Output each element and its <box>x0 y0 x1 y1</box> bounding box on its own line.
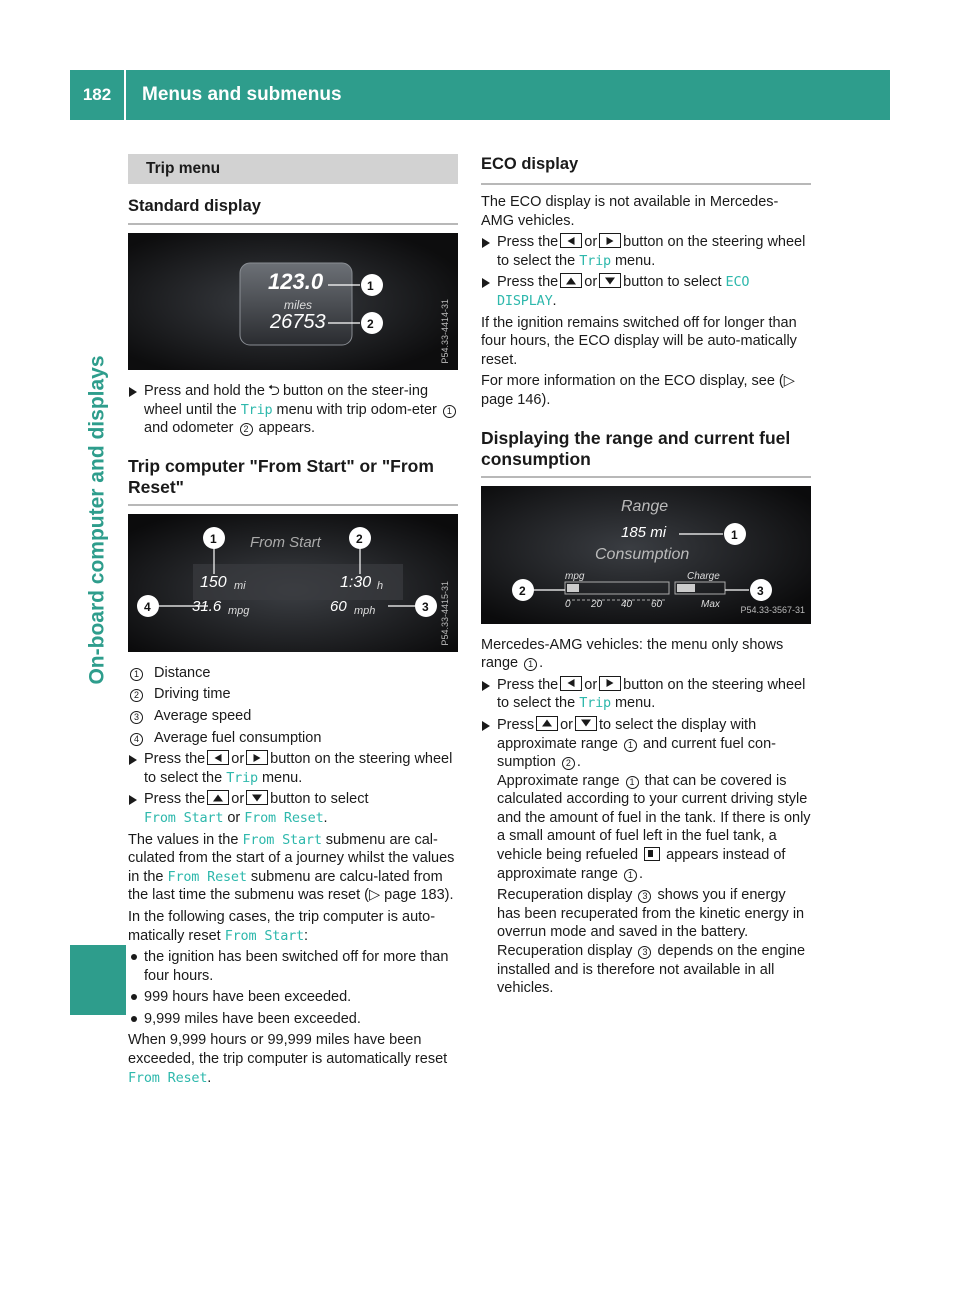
callout-ref-icon: 3 <box>638 890 651 903</box>
callout-ref-icon: 1 <box>626 776 639 789</box>
avg-speed-value: 60 <box>330 597 347 615</box>
legend-item: 4 Average fuel consumption <box>128 729 458 748</box>
paragraph-eco-reset: If the ignition remains switched off for longer than four hours, the ECO display will be auto-matically reset. <box>481 314 797 368</box>
distance-unit: mi <box>234 579 246 592</box>
list-item: 999 hours have been exceeded. <box>128 988 458 1007</box>
avg-fuel-unit: mpg <box>228 604 250 617</box>
legend-item: 3 Average speed <box>128 707 458 726</box>
callout-4: 4 <box>144 599 151 614</box>
right-arrow-key-icon <box>599 676 621 691</box>
scale-40: 40 <box>621 598 633 610</box>
callout-1: 1 <box>367 279 374 293</box>
down-arrow-key-icon <box>575 716 597 731</box>
chapter-tab <box>70 120 126 1140</box>
right-column <box>481 150 811 1001</box>
down-arrow-key-icon <box>246 790 268 805</box>
callout-3: 3 <box>757 583 764 598</box>
time-unit: h <box>377 579 384 592</box>
distance-value: 150 <box>200 573 227 591</box>
legend-item: 1 Distance <box>128 664 458 683</box>
scale-60: 60 <box>651 598 663 610</box>
unit-label: miles <box>284 298 313 312</box>
callout-1: 1 <box>731 527 738 542</box>
left-arrow-key-icon <box>560 676 582 691</box>
page-ref-arrow-icon: ▷ <box>368 887 385 904</box>
chapter-label: On-board computer and displays <box>85 355 109 685</box>
right-arrow-key-icon <box>599 233 621 248</box>
up-arrow-key-icon <box>536 716 558 731</box>
paragraph-exceeded: When 9,999 hours or 99,999 miles have been exceeded, the trip computer is automatically reset From Reset. <box>128 1032 448 1086</box>
scale-0: 0 <box>565 598 571 610</box>
figure-id: P54.33-4414-31 <box>440 299 451 364</box>
down-arrow-key-icon <box>599 273 621 288</box>
left-column <box>128 150 458 1090</box>
paragraph-values: The values in the From Start submenu are cal-culated from the start of a journey whilst the values in the From Reset submenu are calcu-lated from the last time the submenu was reset (▷ page 183). <box>128 831 455 904</box>
legend-list <box>128 664 458 747</box>
left-arrow-key-icon <box>560 233 582 248</box>
callout-2: 2 <box>367 317 374 331</box>
section-band-trip-menu: Trip menu <box>128 154 458 184</box>
trip-title: From Start <box>250 533 321 551</box>
page-reference-link[interactable]: page 146 <box>481 391 542 408</box>
callout-ref-icon: 2 <box>240 423 253 436</box>
fuel-pump-icon <box>644 847 660 861</box>
figure-range-consumption <box>481 486 811 624</box>
callout-1: 1 <box>210 531 217 546</box>
step-select-trip: Press the or button on the steering wheel to select the Trip menu. <box>128 750 458 787</box>
range-title: Range <box>621 497 669 515</box>
step-select-trip: Press the or button on the steering wheel to select the Trip menu. <box>481 233 811 270</box>
chapter-marker <box>70 945 126 1015</box>
consumption-label: Consumption <box>595 545 690 563</box>
callout-ref-icon: 1 <box>624 739 637 752</box>
callout-ref-icon: 3 <box>638 946 651 959</box>
heading-eco-display: ECO display <box>481 154 811 185</box>
paragraph-amg-note: Mercedes-AMG vehicles: the menu only shows range 1 . <box>481 636 784 672</box>
page-title: Menus and submenus <box>142 84 342 105</box>
callout-2: 2 <box>519 583 526 598</box>
back-button-icon: ⮌ <box>267 382 280 399</box>
range-value: 185 mi <box>621 523 667 541</box>
charge-label: Charge <box>687 570 720 582</box>
right-arrow-key-icon <box>246 750 268 765</box>
avg-speed-unit: mph <box>354 604 376 617</box>
up-arrow-key-icon <box>560 273 582 288</box>
figure-id: P54.33-3567-31 <box>740 604 805 615</box>
step-select-range-display: Press or to select the display with approximate range 1 and current fuel con-sumption 2 . Approximate range 1 that can be covered is calculated according to your current driving style and the amount of fuel in the tank. If there is only a small amount of fuel left in the fuel tank, a vehicle being refueled appears instead of approximate range 1 . Recuperation display 3 shows you if energy has been recuperated from the kinetic energy in overrun mode and saved in the battery. Recuperation display 3 depends on the engine installed and is therefore not available in all vehicles. <box>481 716 811 998</box>
callout-ref-icon: 1 <box>624 869 637 882</box>
page-header <box>70 70 890 120</box>
max-label: Max <box>701 598 720 610</box>
paragraph-auto-reset: In the following cases, the trip computer is auto-matically reset From Start: <box>128 908 436 944</box>
step-select-trip: Press the or button on the steering wheel to select the Trip menu. <box>481 676 811 713</box>
step-select-eco: Press the or button to select ECO DISPLAY. <box>481 273 811 310</box>
page-number: 182 <box>70 70 126 120</box>
list-item: the ignition has been switched off for more than four hours. <box>128 948 458 985</box>
paragraph-eco-intro: The ECO display is not available in Mercedes-AMG vehicles. <box>481 194 779 229</box>
step-press-hold: Press and hold the ⮌ button on the steer-ing wheel until the Trip menu with trip odom-eter 1 and odometer 2 appears. <box>128 382 458 438</box>
time-value: 1:30 <box>340 573 372 591</box>
figure-id: P54.33-4415-31 <box>440 581 451 646</box>
callout-ref-icon: 1 <box>443 405 456 418</box>
scale-20: 20 <box>591 598 603 610</box>
paragraph-eco-more: For more information on the ECO display, see (▷ page 146). <box>481 373 795 408</box>
odometer-value: 26753 <box>270 311 326 333</box>
callout-3: 3 <box>422 599 429 614</box>
heading-standard-display: Standard display <box>128 196 458 225</box>
page-ref-arrow-icon: ▷ <box>783 373 795 390</box>
legend-item: 2 Driving time <box>128 685 458 704</box>
list-item: 9,999 miles have been exceeded. <box>128 1010 458 1029</box>
figure-standard-display <box>128 233 458 370</box>
step-select-submenu: Press the or button to select From Start or From Reset. <box>128 790 458 827</box>
callout-ref-icon: 2 <box>562 757 575 770</box>
page-reference-link[interactable]: page 183 <box>384 887 445 904</box>
figure-trip-computer <box>128 514 458 652</box>
avg-fuel-value: 31.6 <box>192 597 222 615</box>
callout-ref-icon: 1 <box>524 658 537 671</box>
callout-2: 2 <box>356 531 363 546</box>
trip-odometer-value: 123.0 <box>268 269 324 294</box>
heading-trip-computer: Trip computer "From Start" or "From Reset" <box>128 456 458 506</box>
up-arrow-key-icon <box>207 790 229 805</box>
left-arrow-key-icon <box>207 750 229 765</box>
heading-range-consumption: Displaying the range and current fuel consumption <box>481 428 811 478</box>
mpg-label: mpg <box>565 570 585 582</box>
